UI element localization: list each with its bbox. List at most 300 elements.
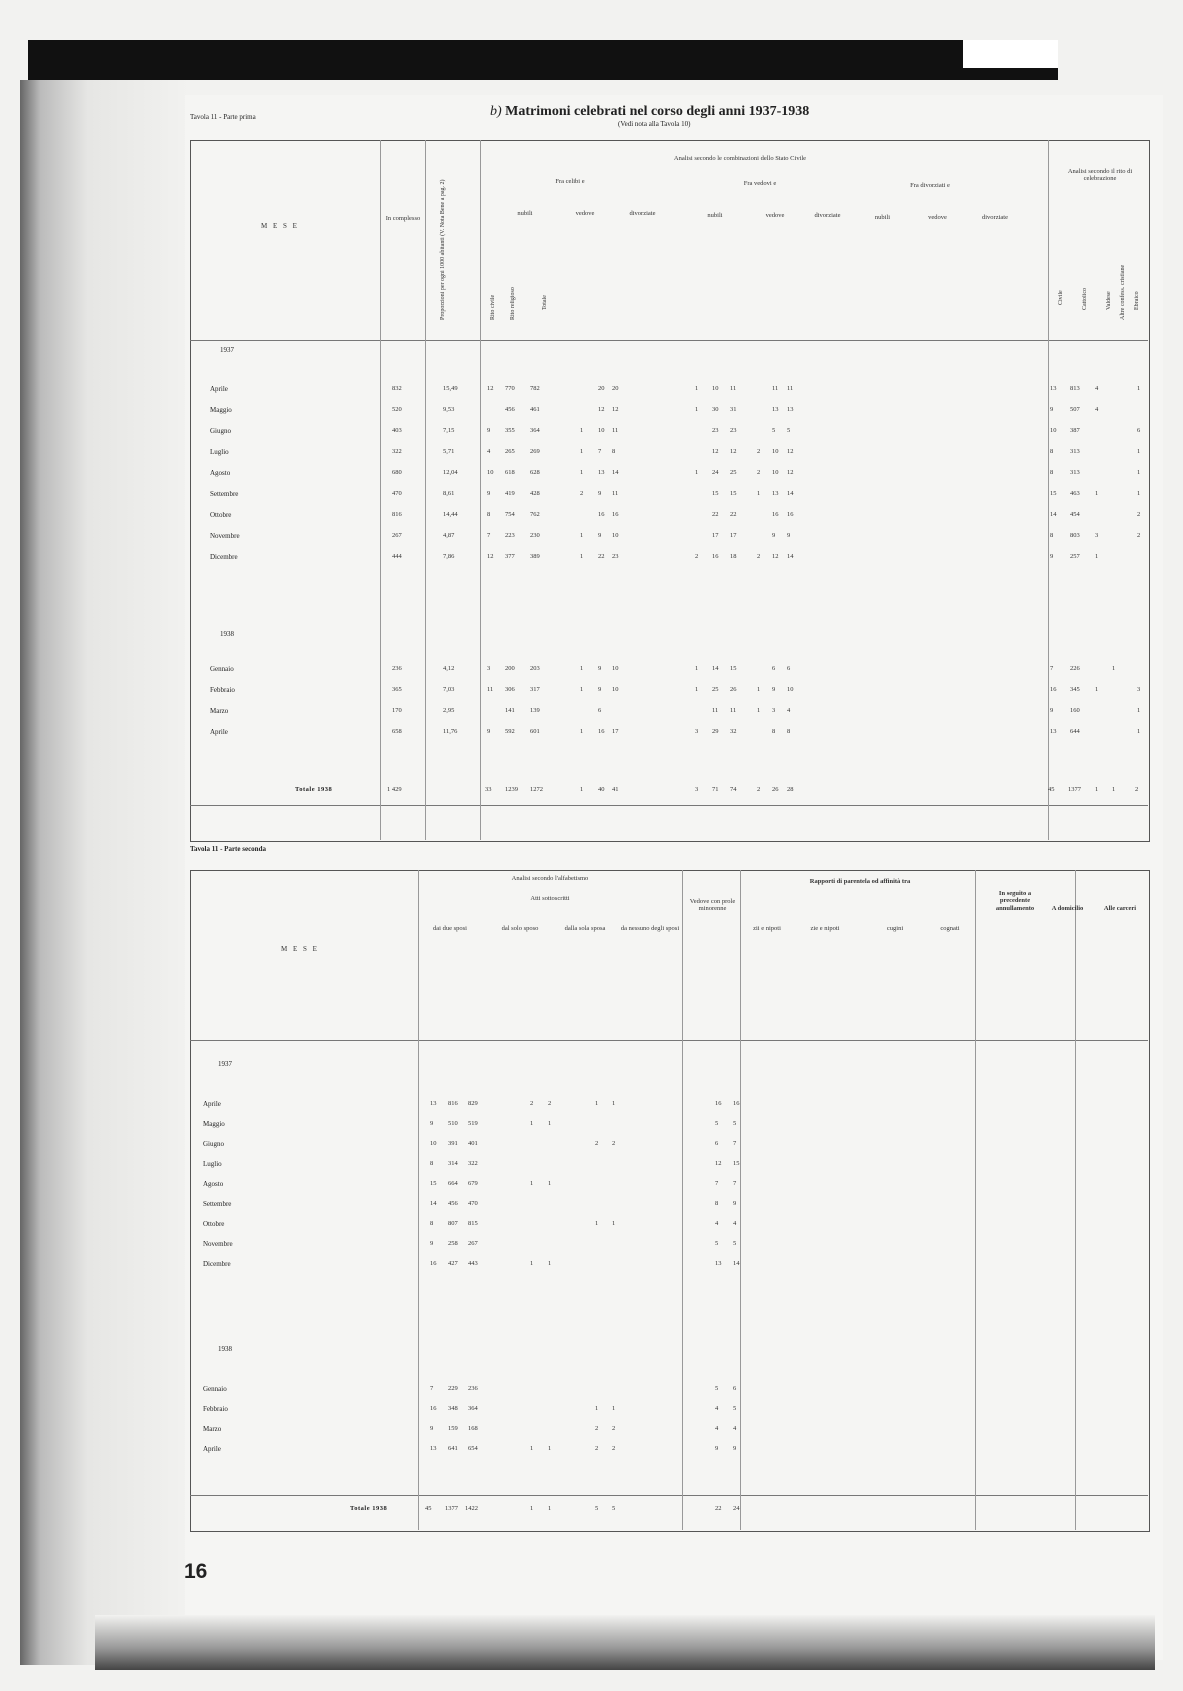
rito-cell: 9: [1050, 406, 1054, 413]
due-sposi-cell: 807: [448, 1220, 458, 1227]
rito-cell: 313: [1070, 448, 1080, 455]
vedovi-vedove-cell: 10: [772, 469, 779, 476]
vedovi-vedove-cell: 12: [787, 469, 794, 476]
nubili-cell: 389: [530, 553, 540, 560]
due-sposi-cell: 9: [430, 1240, 434, 1247]
vedovi-vedove-cell: 5: [787, 427, 791, 434]
vedovi-vedove-cell: 1: [757, 686, 761, 693]
vedovi-nubili-cell: 15: [712, 490, 719, 497]
month-label: Gennaio: [210, 665, 234, 673]
due-sposi-cell: 401: [468, 1140, 478, 1147]
due-sposi-cell: 641: [448, 1445, 458, 1452]
page-subtitle: (Vedi nota alla Tavola 10): [618, 120, 691, 128]
vedove-cell: 10: [612, 686, 619, 693]
vedovi-vedove-cell: 11: [772, 385, 779, 392]
month-label: Febbraio: [203, 1405, 228, 1413]
vedove-cell: 1: [580, 469, 584, 476]
vedove-prole-cell: 9: [733, 1445, 737, 1452]
due-sposi-cell: 1422: [465, 1505, 478, 1512]
vedove-cell: 7: [598, 448, 602, 455]
vedove-cell: 1: [580, 427, 584, 434]
solo-sposo-cell: 2: [548, 1100, 552, 1107]
month-label: Agosto: [203, 1180, 224, 1188]
proportion-cell: 2,95: [443, 707, 455, 714]
vedovi-vedove-cell: 9: [772, 532, 776, 539]
vedovi-nubili-cell: 23: [730, 427, 737, 434]
nubili-cell: 8: [487, 511, 491, 518]
ebraico-col: Ebraico: [1134, 291, 1140, 310]
altre-confess-col: Altre confess. cristiane: [1120, 264, 1126, 320]
vedovi-vedove-cell: 5: [772, 427, 776, 434]
month-label: Aprile: [203, 1100, 221, 1108]
nubili-cell: 265: [505, 448, 515, 455]
rito-cell: 1: [1112, 665, 1116, 672]
vedove-cell: 6: [598, 707, 602, 714]
vedovi-vedove-cell: 11: [787, 385, 794, 392]
total-cell: 403: [392, 427, 402, 434]
vedovi-nubili-cell: 15: [730, 665, 737, 672]
vedove-prole-cell: 7: [733, 1140, 737, 1147]
month-label: Giugno: [203, 1140, 224, 1148]
total-cell: 267: [392, 532, 402, 539]
mese-header-1: M E S E: [261, 222, 299, 230]
month-label: Marzo: [210, 707, 229, 715]
dalla-sola-sposa-header: dalla sola sposa: [564, 925, 606, 932]
due-sposi-cell: 15: [430, 1180, 437, 1187]
rito-cell: 813: [1070, 385, 1080, 392]
vedovi-nubili-cell: 1: [695, 665, 699, 672]
vedovi-vedove-cell: 6: [772, 665, 776, 672]
due-sposi-cell: 679: [468, 1180, 478, 1187]
due-sposi-cell: 510: [448, 1120, 458, 1127]
nubili-cell: 428: [530, 490, 540, 497]
carceri-header: Alle carceri: [1103, 905, 1137, 912]
atti-sottoscritti-header: Atti sottoscritti: [530, 895, 570, 902]
month-label: Dicembre: [203, 1260, 231, 1268]
vedovi-nubili-cell: 25: [730, 469, 737, 476]
vedovi-nubili-cell: 17: [730, 532, 737, 539]
vedove-cell: 12: [598, 406, 605, 413]
vedovi-nubili-cell: 25: [712, 686, 719, 693]
vedove-cell: 40: [598, 786, 605, 793]
vedove-header-2: vedove: [765, 212, 785, 219]
vedovi-vedove-cell: 2: [757, 786, 761, 793]
vedovi-nubili-cell: 11: [730, 707, 737, 714]
month-label: Settembre: [210, 490, 239, 498]
month-label: Maggio: [210, 406, 232, 414]
month-label: Luglio: [203, 1160, 222, 1168]
rito-cell: 2: [1137, 532, 1141, 539]
vedove-prole-cell: 15: [733, 1160, 740, 1167]
vedovi-vedove-cell: 2: [757, 469, 761, 476]
due-sposi-cell: 159: [448, 1425, 458, 1432]
analisi-rito-header: Analisi secondo il rito di celebrazione: [1067, 168, 1133, 183]
rito-cell: 1: [1137, 448, 1141, 455]
proportion-cell: 4,12: [443, 665, 455, 672]
vedove-prole-cell: 9: [715, 1445, 719, 1452]
month-label: Settembre: [203, 1200, 232, 1208]
nubili-cell: 10: [487, 469, 494, 476]
analisi-stato-civile-header: Analisi secondo le combinazioni dello Stato Civile: [673, 155, 807, 162]
proportion-cell: 8,61: [443, 490, 455, 497]
solo-sposo-cell: 1: [548, 1260, 552, 1267]
sola-sposa-cell: 2: [612, 1445, 616, 1452]
nubili-cell: 601: [530, 728, 540, 735]
page-number: 16: [184, 1560, 208, 1583]
due-sposi-cell: 654: [468, 1445, 478, 1452]
vedovi-vedove-cell: 16: [772, 511, 779, 518]
rito-cell: 8: [1050, 448, 1054, 455]
sola-sposa-cell: 1: [612, 1100, 616, 1107]
vedove-prole-cell: 22: [715, 1505, 722, 1512]
total-cell: 444: [392, 553, 402, 560]
rito-cell: 507: [1070, 406, 1080, 413]
vedove-cell: 10: [612, 532, 619, 539]
sola-sposa-cell: 1: [595, 1100, 599, 1107]
month-label: Novembre: [203, 1240, 233, 1248]
vedove-prole-cell: 5: [715, 1240, 719, 1247]
nubili-cell: 762: [530, 511, 540, 518]
nubili-cell: 770: [505, 385, 515, 392]
nubili-cell: 7: [487, 532, 491, 539]
vedove-cell: 12: [612, 406, 619, 413]
vedove-cell: 2: [580, 490, 584, 497]
table-part-1: [190, 140, 1150, 842]
rito-cell: 257: [1070, 553, 1080, 560]
due-sposi-cell: 1377: [445, 1505, 458, 1512]
rapporti-parentela-header: Rapporti di parentela od affinità tra: [809, 878, 911, 885]
rito-cell: 803: [1070, 532, 1080, 539]
rito-cell: 2: [1135, 786, 1139, 793]
vedove-cell: 10: [598, 427, 605, 434]
vedovi-nubili-cell: 14: [712, 665, 719, 672]
vedove-prole-header: Vedove con prole minorenne: [689, 898, 736, 913]
year-1938-label: 1938: [220, 630, 234, 638]
vedovi-vedove-cell: 2: [757, 448, 761, 455]
proportion-cell: 12,04: [443, 469, 458, 476]
vedove-prole-cell: 13: [715, 1260, 722, 1267]
cugini-header: cugini: [886, 925, 904, 932]
sola-sposa-cell: 2: [595, 1445, 599, 1452]
nubili-cell: 33: [485, 786, 492, 793]
due-sposi-cell: 7: [430, 1385, 434, 1392]
vedove-cell: 1: [580, 786, 584, 793]
scan-bottom-edge: [95, 1615, 1155, 1670]
rito-cell: 1: [1137, 490, 1141, 497]
vedove-cell: 11: [612, 427, 619, 434]
vedove-prole-cell: 16: [733, 1100, 740, 1107]
vedove-prole-cell: 12: [715, 1160, 722, 1167]
vedove-prole-cell: 5: [733, 1120, 737, 1127]
rito-religioso-col: Rito religioso: [510, 287, 516, 320]
due-sposi-cell: 816: [448, 1100, 458, 1107]
cattolico-col: Cattolico: [1082, 288, 1088, 310]
due-sposi-cell: 229: [448, 1385, 458, 1392]
rito-cell: 10: [1050, 427, 1057, 434]
rito-cell: 1: [1137, 385, 1141, 392]
due-sposi-cell: 364: [468, 1405, 478, 1412]
rito-cell: 345: [1070, 686, 1080, 693]
due-sposi-cell: 258: [448, 1240, 458, 1247]
due-sposi-cell: 13: [430, 1445, 437, 1452]
nubili-cell: 419: [505, 490, 515, 497]
vedove-prole-cell: 5: [715, 1385, 719, 1392]
vedovi-nubili-cell: 24: [712, 469, 719, 476]
rito-cell: 1: [1137, 707, 1141, 714]
vedove-cell: 1: [580, 665, 584, 672]
nubili-cell: 754: [505, 511, 515, 518]
vedovi-nubili-cell: 16: [712, 553, 719, 560]
proportion-cell: 4,87: [443, 532, 455, 539]
sola-sposa-cell: 2: [595, 1425, 599, 1432]
total-cell: 1 429: [387, 786, 402, 793]
rito-cell: 463: [1070, 490, 1080, 497]
vedove-cell: 41: [612, 786, 619, 793]
nubili-cell: 461: [530, 406, 540, 413]
nubili-cell: 306: [505, 686, 515, 693]
civile-col: Civile: [1058, 290, 1064, 305]
month-label: Aprile: [203, 1445, 221, 1453]
proportion-cell: 7,03: [443, 686, 455, 693]
title-text: Matrimoni celebrati nel corso degli anni 1937-1938: [505, 104, 810, 119]
nubili-cell: 618: [505, 469, 515, 476]
rito-cell: 8: [1050, 469, 1054, 476]
sola-sposa-cell: 2: [595, 1140, 599, 1147]
rito-cell: 3: [1095, 532, 1099, 539]
proporzione-header: Proporzioni per ogni 1000 abitanti (V. Nota Bene a pag. 2): [440, 179, 446, 320]
sola-sposa-cell: 1: [595, 1220, 599, 1227]
vedovi-vedove-cell: 28: [787, 786, 794, 793]
nubili-cell: 203: [530, 665, 540, 672]
vedove-cell: 20: [612, 385, 619, 392]
fra-divorziati-header: Fra divorziati e: [910, 182, 950, 189]
vedove-header-3: vedove: [928, 214, 947, 221]
vedove-prole-cell: 6: [733, 1385, 737, 1392]
vedovi-vedove-cell: 12: [787, 448, 794, 455]
vedovi-vedove-cell: 9: [772, 686, 776, 693]
zie-nipoti-header: zie e nipoti: [810, 925, 840, 932]
nubili-header-2: nubili: [707, 212, 723, 219]
annullamento-header: In seguito a precedente annullamento: [995, 890, 1035, 912]
solo-sposo-cell: 2: [530, 1100, 534, 1107]
total-cell: 832: [392, 385, 402, 392]
rito-cell: 1: [1095, 786, 1099, 793]
vedovi-nubili-cell: 18: [730, 553, 737, 560]
vedovi-nubili-cell: 22: [730, 511, 737, 518]
vedove-cell: 9: [598, 532, 602, 539]
solo-sposo-cell: 1: [548, 1180, 552, 1187]
vedove-cell: 22: [598, 553, 605, 560]
divorziate-header-1: divorziate: [629, 210, 656, 217]
due-sposi-cell: 443: [468, 1260, 478, 1267]
vedovi-nubili-cell: 15: [730, 490, 737, 497]
zii-nipoti-header: zii e nipoti: [753, 925, 781, 932]
nubili-cell: 9: [487, 490, 491, 497]
vedovi-nubili-cell: 29: [712, 728, 719, 735]
vedove-cell: 16: [612, 511, 619, 518]
analisi-alfabetismo-header: Analisi secondo l'alfabetismo: [511, 875, 589, 882]
month-label: Marzo: [203, 1425, 222, 1433]
vedove-cell: 11: [612, 490, 619, 497]
total-cell: 170: [392, 707, 402, 714]
rito-cell: 45: [1048, 786, 1055, 793]
due-sposi-cell: 8: [430, 1160, 434, 1167]
proportion-cell: 5,71: [443, 448, 455, 455]
vedove-cell: 1: [580, 553, 584, 560]
due-sposi-cell: 815: [468, 1220, 478, 1227]
vedovi-vedove-cell: 9: [787, 532, 791, 539]
nubili-cell: 223: [505, 532, 515, 539]
divorziate-header-3: divorziate: [982, 214, 1008, 221]
title-letter: b): [490, 104, 502, 119]
vedove-cell: 17: [612, 728, 619, 735]
rito-cell: 8: [1050, 532, 1054, 539]
due-sposi-cell: 267: [468, 1240, 478, 1247]
solo-sposo-cell: 1: [530, 1260, 534, 1267]
due-sposi-cell: 427: [448, 1260, 458, 1267]
scan-top-border: [28, 40, 1058, 80]
nubili-cell: 592: [505, 728, 515, 735]
total-cell: 816: [392, 511, 402, 518]
vedovi-nubili-cell: 23: [712, 427, 719, 434]
table-label-part-2: Tavola 11 - Parte seconda: [190, 845, 266, 853]
rito-cell: 313: [1070, 469, 1080, 476]
vedove-prole-cell: 4: [715, 1220, 719, 1227]
vedove-cell: 1: [580, 532, 584, 539]
rito-cell: 13: [1050, 385, 1057, 392]
vedovi-nubili-cell: 3: [695, 728, 699, 735]
vedovi-vedove-cell: 3: [772, 707, 776, 714]
vedovi-nubili-cell: 26: [730, 686, 737, 693]
da-nessuno-header: da nessuno degli sposi: [620, 925, 680, 932]
mese-header-2: M E S E: [281, 945, 319, 953]
nubili-cell: 12: [487, 553, 494, 560]
nubili-header-3: nubili: [874, 214, 891, 221]
vedove-prole-cell: 4: [715, 1405, 719, 1412]
vedove-cell: 20: [598, 385, 605, 392]
year-1937-label: 1937: [220, 346, 234, 354]
divorziate-header-2: divorziate: [814, 212, 841, 219]
vedovi-vedove-cell: 12: [772, 553, 779, 560]
total-cell: 658: [392, 728, 402, 735]
vedove-cell: 9: [598, 665, 602, 672]
vedovi-vedove-cell: 13: [772, 490, 779, 497]
totale-col: Totale: [542, 295, 548, 310]
due-sposi-cell: 9: [430, 1120, 434, 1127]
total-cell: 236: [392, 665, 402, 672]
nubili-cell: 9: [487, 728, 491, 735]
vedove-prole-cell: 7: [733, 1180, 737, 1187]
vedovi-nubili-cell: 2: [695, 553, 699, 560]
vedove-cell: 14: [612, 469, 619, 476]
vedove-cell: 1: [580, 686, 584, 693]
nubili-cell: 11: [487, 686, 494, 693]
page-title: [490, 104, 809, 120]
vedovi-vedove-cell: 10: [772, 448, 779, 455]
rito-cell: 2: [1137, 511, 1141, 518]
nubili-cell: 364: [530, 427, 540, 434]
rito-cell: 1: [1095, 490, 1099, 497]
nubili-cell: 628: [530, 469, 540, 476]
total-row-label: Totale 1938: [350, 1505, 388, 1512]
due-sposi-cell: 664: [448, 1180, 458, 1187]
total-row-label: Totale 1938: [295, 786, 333, 793]
due-sposi-cell: 14: [430, 1200, 437, 1207]
solo-sposo-cell: 1: [548, 1445, 552, 1452]
proportion-cell: 15,49: [443, 385, 458, 392]
vedove-cell: 16: [598, 728, 605, 735]
vedovi-nubili-cell: 74: [730, 786, 737, 793]
due-sposi-cell: 519: [468, 1120, 478, 1127]
cognati-header: cognati: [940, 925, 960, 932]
book-spine: [20, 80, 190, 1665]
rito-cell: 16: [1050, 686, 1057, 693]
due-sposi-cell: 45: [425, 1505, 432, 1512]
due-sposi-cell: 10: [430, 1140, 437, 1147]
sola-sposa-cell: 1: [612, 1405, 616, 1412]
due-sposi-cell: 168: [468, 1425, 478, 1432]
rito-cell: 1: [1137, 469, 1141, 476]
proportion-cell: 9,53: [443, 406, 455, 413]
nubili-header-1: nubili: [517, 210, 533, 217]
vedove-prole-cell: 14: [733, 1260, 740, 1267]
nubili-cell: 456: [505, 406, 515, 413]
rito-civile-col: Rito civile: [490, 294, 496, 320]
nubili-cell: 141: [505, 707, 515, 714]
vedove-prole-cell: 24: [733, 1505, 740, 1512]
total-cell: 322: [392, 448, 402, 455]
due-sposi-cell: 16: [430, 1405, 437, 1412]
rito-cell: 6: [1137, 427, 1141, 434]
rito-cell: 644: [1070, 728, 1080, 735]
vedovi-nubili-cell: 11: [712, 707, 719, 714]
rito-cell: 1377: [1068, 786, 1081, 793]
vedovi-vedove-cell: 1: [757, 490, 761, 497]
due-sposi-cell: 348: [448, 1405, 458, 1412]
nubili-cell: 230: [530, 532, 540, 539]
vedovi-nubili-cell: 11: [730, 385, 737, 392]
vedovi-vedove-cell: 14: [787, 553, 794, 560]
sola-sposa-cell: 1: [595, 1405, 599, 1412]
due-sposi-cell: 16: [430, 1260, 437, 1267]
sola-sposa-cell: 1: [612, 1220, 616, 1227]
rito-cell: 454: [1070, 511, 1080, 518]
month-label: Aprile: [210, 385, 228, 393]
domicilio-header: A domicilio: [1051, 905, 1084, 912]
nubili-cell: 1239: [505, 786, 518, 793]
vedovi-nubili-cell: 30: [712, 406, 719, 413]
sola-sposa-cell: 2: [612, 1425, 616, 1432]
vedovi-nubili-cell: 12: [712, 448, 719, 455]
nubili-cell: 139: [530, 707, 540, 714]
nubili-cell: 1272: [530, 786, 543, 793]
vedovi-vedove-cell: 8: [787, 728, 791, 735]
rito-cell: 7: [1050, 665, 1054, 672]
due-sposi-cell: 829: [468, 1100, 478, 1107]
complesso-header: In complesso: [385, 215, 421, 222]
rito-cell: 3: [1137, 686, 1141, 693]
month-label: Maggio: [203, 1120, 225, 1128]
table-part-2: [190, 870, 1150, 1532]
vedove-prole-cell: 4: [715, 1425, 719, 1432]
total-cell: 520: [392, 406, 402, 413]
nubili-cell: 269: [530, 448, 540, 455]
vedovi-vedove-cell: 6: [787, 665, 791, 672]
proportion-cell: 7,86: [443, 553, 455, 560]
vedove-cell: 9: [598, 686, 602, 693]
rito-cell: 1: [1095, 686, 1099, 693]
vedove-cell: 1: [580, 728, 584, 735]
